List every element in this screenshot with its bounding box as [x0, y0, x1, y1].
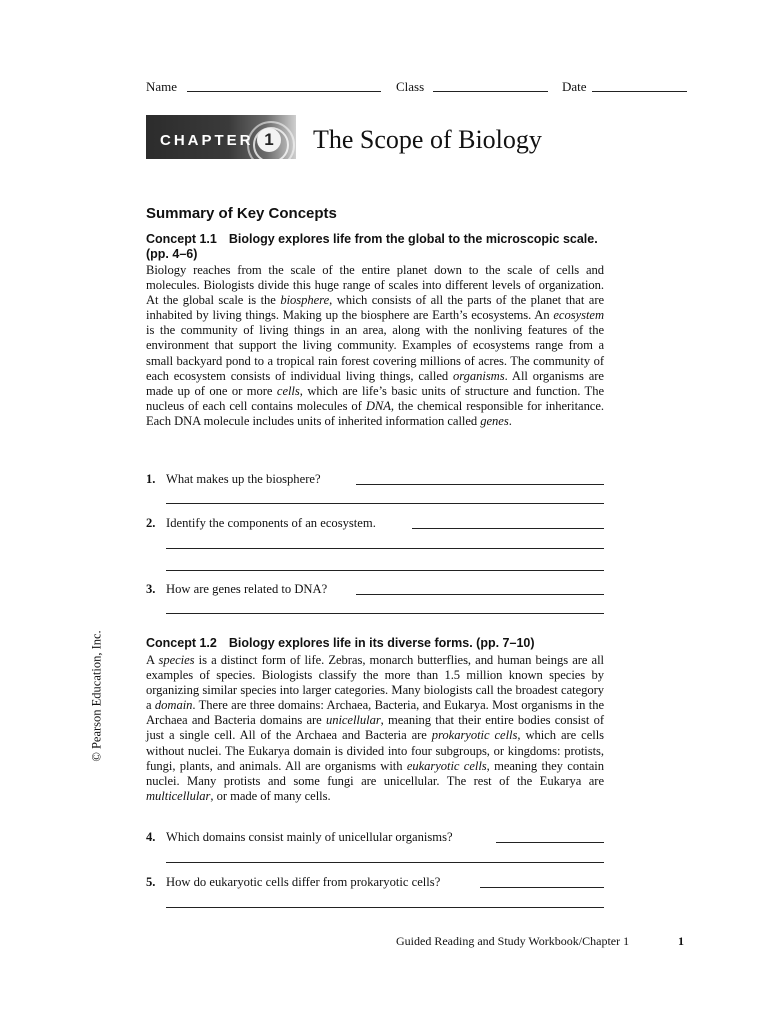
question-number: 5. — [146, 875, 156, 889]
chapter-label: CHAPTER — [160, 132, 254, 149]
question-1 — [146, 472, 604, 488]
question-number: 1. — [146, 472, 156, 486]
summary-title: Summary of Key Concepts — [146, 205, 337, 222]
answer-line[interactable] — [412, 528, 604, 529]
concept-2-heading-text: Biology explores life in its diverse forms. (pp. 7–10) — [228, 636, 535, 650]
name-label: Name — [146, 79, 178, 94]
answer-line[interactable] — [166, 570, 604, 571]
answer-line[interactable] — [356, 594, 604, 595]
answer-line[interactable] — [166, 862, 604, 863]
concept-1-heading-text: Biology explores life from the global to the microscopic scale. (pp. 4–6) — [146, 232, 598, 261]
question-4 — [146, 830, 604, 846]
question-3 — [146, 582, 604, 598]
question-2 — [146, 516, 604, 532]
class-field[interactable] — [433, 79, 548, 92]
question-number: 4. — [146, 830, 156, 844]
question-5 — [146, 875, 604, 891]
concept-1-body: Biology reaches from the scale of the entire planet down to the scale of cells and molecules. Biologists divide this huge range of scales into different levels of organization. At the global scale is the biosphere, which consists of all the parts of the planet that are inhabited by living things. Making up the biosphere are Earth’s ecosystems. An ecosystem is the community of living things in an area, along with the nonliving features of the environment that support the living community. Examples of ecosystems range from a small backyard pond to a tropical rain forest covering millions of acres. The community of each ecosystem consists of individual living things, called organisms. All organisms are made up of one or more cells, which are life’s basic units of structure and function. The nucleus of each cell contains molecules of DNA, the chemical responsible for inheritance. Each DNA molecule includes units of inherited information called genes. — [146, 263, 605, 428]
chapter-title: The Scope of Biology — [313, 125, 542, 154]
class-label: Class — [396, 79, 425, 94]
answer-line[interactable] — [166, 503, 604, 504]
concept-2-body: A species is a distinct form of life. Zebras, monarch butterflies, and human beings are all examples of species. Biologists classify the more than 1.5 million known species by organizing similar species into larger categories. Many biologists call the broadest category a domain. There are three domains: Archaea, Bacteria, and Eukarya. Most organisms in the Archaea and Bacteria domains are unicellular, meaning that their entire bodies consist of just a single cell. All of the Archaea and Bacteria are prokaryotic cells, which are cells without nuclei. The Eukarya domain is divided into four subgroups, or kingdoms: protists, fungi, plants, and animals. All are organisms with eukaryotic cells, meaning they contain nuclei. Many protists and some fungi are unicellular. The rest of the Eukarya are multicellular, or made of many cells. — [146, 653, 604, 803]
answer-line[interactable] — [480, 887, 604, 888]
concept-1-number: Concept 1.1 — [146, 232, 217, 246]
date-label: Date — [562, 79, 587, 94]
concept-1-heading — [146, 232, 604, 262]
name-field[interactable] — [187, 79, 381, 92]
question-text: Identify the components of an ecosystem. — [166, 516, 380, 531]
concept-2-heading — [146, 636, 604, 651]
chapter-number: 1 — [257, 128, 281, 152]
answer-line[interactable] — [496, 842, 604, 843]
question-text: What makes up the biosphere? — [166, 472, 325, 487]
question-text: How are genes related to DNA? — [166, 582, 331, 597]
answer-line[interactable] — [166, 548, 604, 549]
question-number: 3. — [146, 582, 156, 596]
page-number: 1 — [678, 934, 684, 948]
question-text: How do eukaryotic cells differ from prokaryotic cells? — [166, 875, 444, 890]
date-field[interactable] — [592, 79, 687, 92]
copyright-notice: © Pearson Education, Inc. — [89, 630, 104, 762]
answer-line[interactable] — [356, 484, 604, 485]
concept-2-number: Concept 1.2 — [146, 636, 217, 650]
question-number: 2. — [146, 516, 156, 530]
question-text: Which domains consist mainly of unicellular organisms? — [166, 830, 457, 845]
answer-line[interactable] — [166, 907, 604, 908]
footer-text: Guided Reading and Study Workbook/Chapter 1 — [396, 934, 630, 948]
answer-line[interactable] — [166, 613, 604, 614]
student-info-header — [146, 79, 687, 99]
